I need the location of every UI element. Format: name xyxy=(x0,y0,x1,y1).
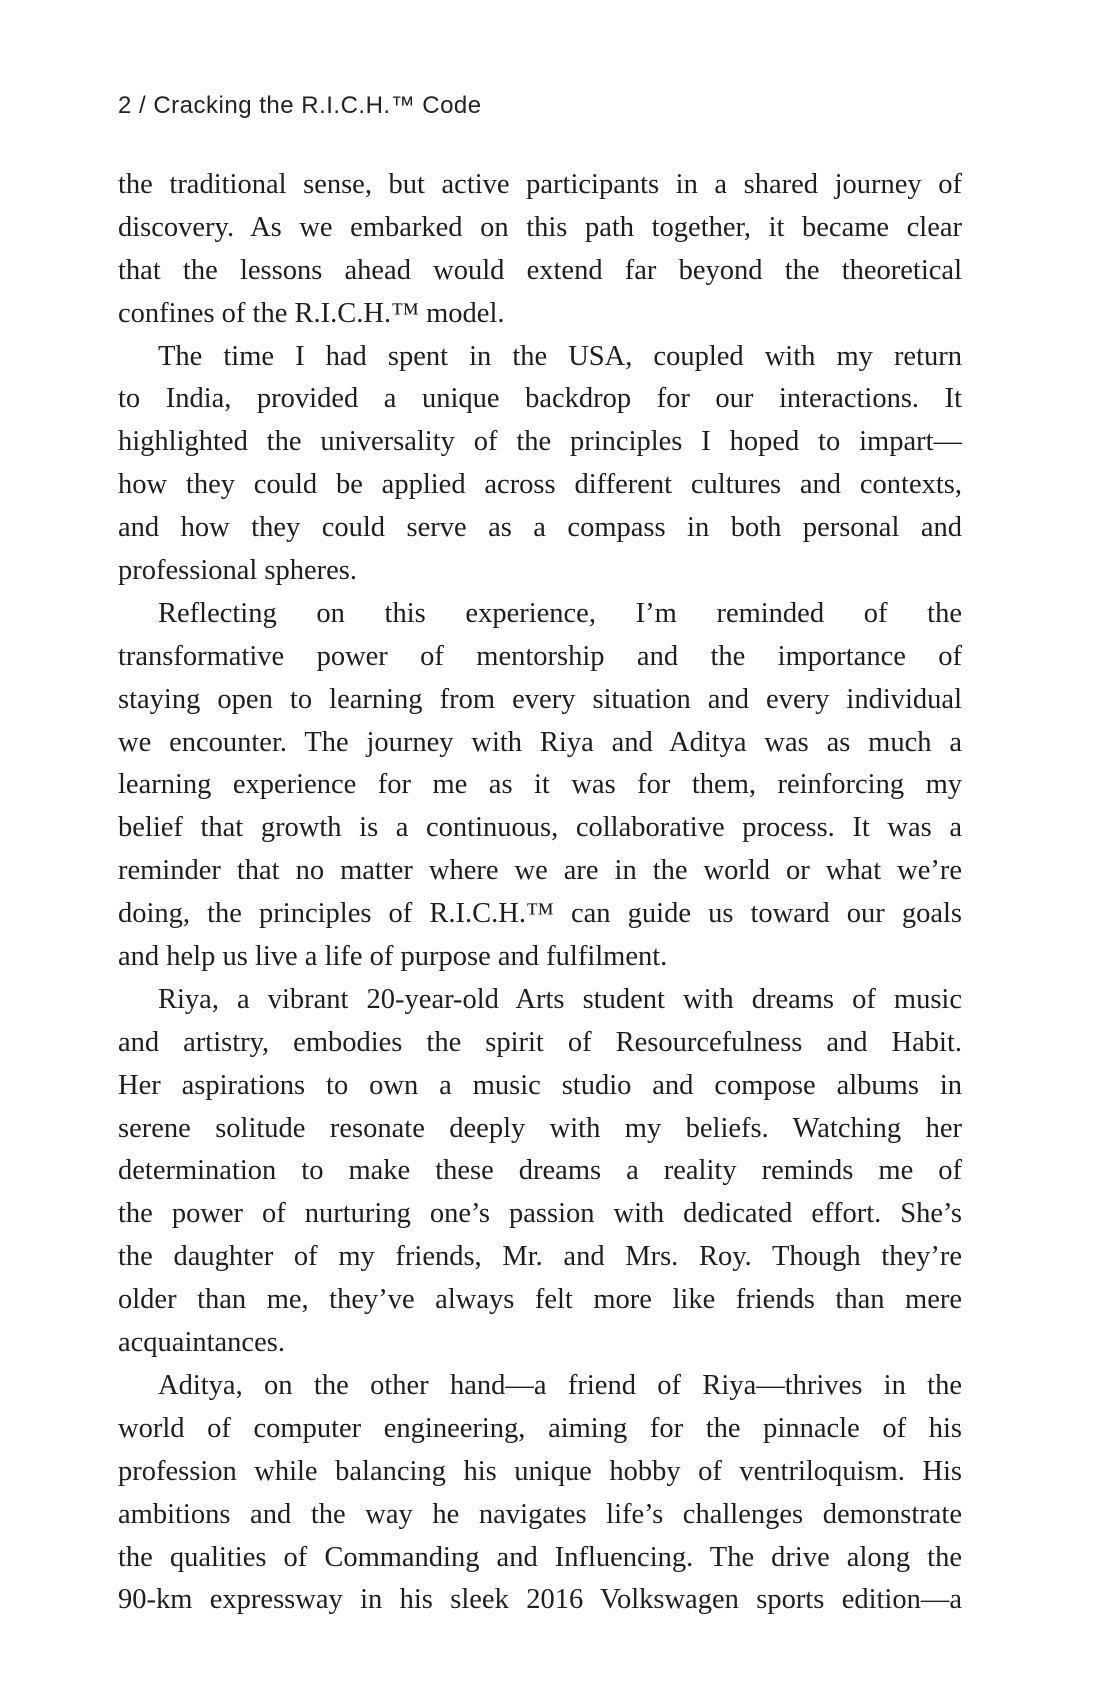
text-line: the qualities of Commanding and Influencing. The drive along the xyxy=(118,1541,962,1573)
text-line: acquaintances. xyxy=(118,1327,285,1359)
text-line: we encounter. The journey with Riya and Aditya was as much a xyxy=(118,726,962,758)
text-line: older than me, they’ve always felt more like friends than mere xyxy=(118,1284,962,1316)
text-line: belief that growth is a continuous, collaborative process. It was a xyxy=(118,812,962,844)
text-line: determination to make these dreams a reality reminds me of xyxy=(118,1155,962,1187)
paragraph xyxy=(118,1365,962,1622)
paragraph xyxy=(118,164,962,336)
paragraph xyxy=(118,336,962,593)
running-head: 2 / Cracking the R.I.C.H.™ Code xyxy=(118,92,482,119)
text-line: the traditional sense, but active participants in a shared journey of xyxy=(118,169,962,200)
text-line: staying open to learning from every situation and every individual xyxy=(118,683,962,715)
text-line: that the lessons ahead would extend far beyond the theoretical xyxy=(118,254,962,286)
text-line: transformative power of mentorship and the importance of xyxy=(118,640,962,672)
paragraph xyxy=(118,979,962,1365)
text-line: learning experience for me as it was for them, reinforcing my xyxy=(118,769,962,801)
text-line: confines of the R.I.C.H.™ model. xyxy=(118,297,505,329)
text-line: highlighted the universality of the principles I hoped to impart— xyxy=(118,426,962,458)
text-line: ambitions and the way he navigates life’s challenges demonstrate xyxy=(118,1498,962,1530)
text-line: 90-km expressway in his sleek 2016 Volkswagen sports edition—a xyxy=(118,1584,962,1616)
body-text xyxy=(118,164,962,1622)
text-line: how they could be applied across different cultures and contexts, xyxy=(118,469,962,501)
text-line: to India, provided a unique backdrop for our interactions. It xyxy=(118,383,962,415)
text-line: Aditya, on the other hand—a friend of Riya—thrives in the xyxy=(158,1369,962,1401)
text-line: The time I had spent in the USA, coupled with my return xyxy=(158,340,962,372)
text-line: discovery. As we embarked on this path together, it became clear xyxy=(118,211,962,243)
paragraph xyxy=(118,593,962,979)
text-line: world of computer engineering, aiming for the pinnacle of his xyxy=(118,1412,962,1444)
text-line: Her aspirations to own a music studio and compose albums in xyxy=(118,1069,962,1101)
text-line: Reflecting on this experience, I’m reminded of the xyxy=(158,597,962,629)
text-line: professional spheres. xyxy=(118,555,358,587)
text-line: the power of nurturing one’s passion with dedicated effort. She’s xyxy=(118,1198,962,1230)
text-line: and artistry, embodies the spirit of Resourcefulness and Habit. xyxy=(118,1026,962,1058)
text-line: Riya, a vibrant 20-year-old Arts student with dreams of music xyxy=(158,983,962,1015)
text-line: profession while balancing his unique hobby of ventriloquism. His xyxy=(118,1455,962,1487)
text-line: and how they could serve as a compass in both personal and xyxy=(118,512,962,544)
text-line: serene solitude resonate deeply with my beliefs. Watching her xyxy=(118,1112,962,1144)
text-line: the daughter of my friends, Mr. and Mrs. Roy. Though they’re xyxy=(118,1241,962,1273)
text-line: and help us live a life of purpose and fulfilment. xyxy=(118,941,668,973)
text-line: doing, the principles of R.I.C.H.™ can guide us toward our goals xyxy=(118,898,962,930)
text-line: reminder that no matter where we are in the world or what we’re xyxy=(118,855,962,887)
